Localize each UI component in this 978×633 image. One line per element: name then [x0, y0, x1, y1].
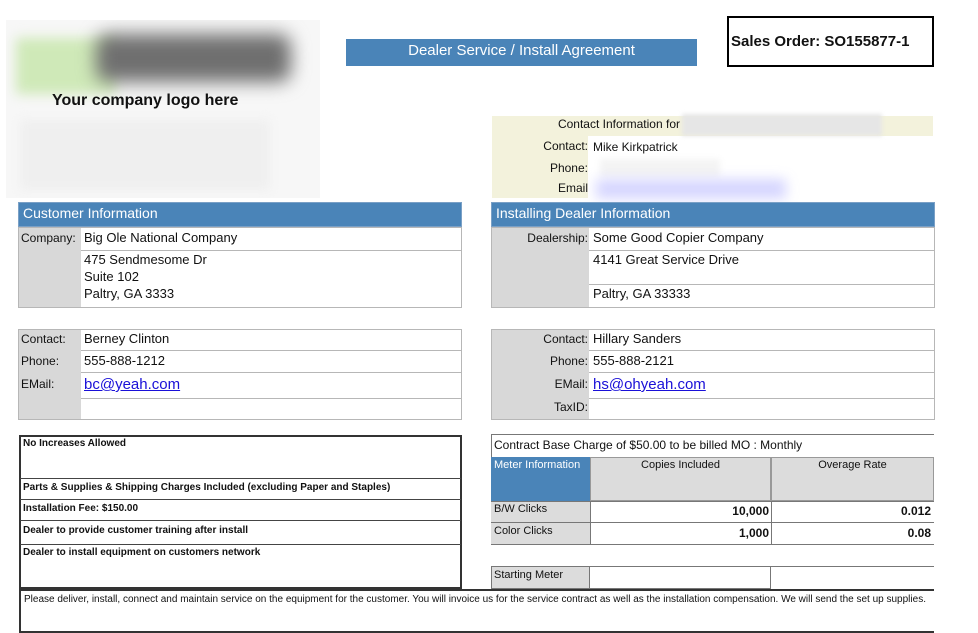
color-copies-included: 1,000	[738, 526, 769, 540]
agreement-title: Dealer Service / Install Agreement	[346, 39, 697, 66]
color-clicks-label: Color Clicks	[494, 525, 553, 537]
customer-contact-value: Berney Clinton	[84, 331, 170, 346]
starting-meter-copies-cell	[590, 566, 771, 589]
customer-phone-value: 555-888-1212	[84, 353, 165, 368]
dealer-taxid-label: TaxID:	[553, 400, 588, 414]
dealer-phone-label: Phone:	[549, 354, 588, 368]
contact-info-contact-value: Mike Kirkpatrick	[593, 140, 678, 154]
divider	[20, 499, 461, 500]
dealer-dealership-value: Some Good Copier Company	[593, 230, 764, 245]
divider	[589, 284, 934, 285]
term-item: Dealer to install equipment on customers network	[23, 547, 261, 558]
divider	[81, 350, 461, 351]
meter-info-header: Meter Information	[494, 459, 581, 471]
color-overage-rate: 0.08	[907, 526, 931, 540]
agreement-footer-text: Please deliver, install, connect and maintain service on the equipment for the customer. You will invoice us for the service contract as well as the installation compensation. We will send the set up supplies.	[19, 589, 934, 633]
term-item: Parts & Supplies & Shipping Charges Included (excluding Paper and Staples)	[23, 482, 391, 493]
redacted-dealer-name	[682, 114, 882, 136]
copies-included-header: Copies Included	[641, 459, 720, 471]
customer-company-value: Big Ole National Company	[84, 230, 238, 245]
divider	[81, 250, 461, 251]
bw-clicks-label: B/W Clicks	[494, 503, 548, 515]
dealer-email-label: EMail:	[554, 377, 588, 391]
customer-company-label: Company:	[21, 231, 76, 245]
dealer-info-header: Installing Dealer Information	[491, 202, 935, 227]
contact-info-phone-label: Phone:	[549, 161, 588, 175]
customer-email-link[interactable]: bc@yeah.com	[84, 376, 181, 393]
contact-info-title-label: Contact Information for	[557, 117, 680, 131]
customer-address-line3: Paltry, GA 3333	[84, 286, 175, 301]
divider	[20, 478, 461, 479]
dealer-phone-value: 555-888-2121	[593, 353, 674, 368]
contact-info-email-label: Email	[557, 181, 588, 195]
contact-info-contact-label: Contact:	[543, 139, 588, 153]
logo-placeholder-text: Your company logo here	[52, 92, 239, 109]
bw-overage-rate: 0.012	[900, 504, 931, 518]
term-item: Dealer to provide customer training after install	[23, 525, 249, 536]
redacted-email	[596, 179, 786, 199]
starting-meter-rate-cell	[771, 566, 934, 589]
sales-order-number: Sales Order: SO155877-1	[727, 16, 934, 67]
term-item: Installation Fee: $150.00	[23, 503, 139, 514]
dealer-email-link[interactable]: hs@ohyeah.com	[593, 376, 706, 393]
divider	[589, 398, 934, 399]
dealer-contact-label: Contact:	[543, 332, 588, 346]
divider	[81, 398, 461, 399]
starting-meter-label: Starting Meter	[494, 569, 564, 581]
divider	[589, 250, 934, 251]
divider	[81, 372, 461, 373]
bw-copies-included: 10,000	[732, 504, 769, 518]
customer-email-label: EMail:	[21, 377, 55, 391]
dealer-address-line3: Paltry, GA 33333	[593, 286, 691, 301]
redacted-phone	[600, 159, 720, 177]
divider	[20, 544, 461, 545]
logo-blur-address	[20, 120, 270, 190]
divider	[20, 520, 461, 521]
divider	[589, 350, 934, 351]
customer-address-line1: 475 Sendmesome Dr	[84, 252, 207, 267]
customer-phone-label: Phone:	[21, 354, 60, 368]
dealer-dealership-label: Dealership:	[527, 231, 588, 245]
dealer-contact-value: Hillary Sanders	[593, 331, 682, 346]
divider	[589, 372, 934, 373]
customer-address-line2: Suite 102	[84, 269, 139, 284]
customer-info-header: Customer Information	[18, 202, 462, 227]
customer-contact-label: Contact:	[21, 332, 66, 346]
base-charge-text: Contract Base Charge of $50.00 to be billed MO : Monthly	[494, 438, 803, 452]
logo-blur-gray	[96, 34, 291, 82]
dealer-address-line1: 4141 Great Service Drive	[593, 252, 739, 267]
term-item: No Increases Allowed	[23, 438, 126, 449]
overage-rate-header: Overage Rate	[818, 459, 887, 471]
